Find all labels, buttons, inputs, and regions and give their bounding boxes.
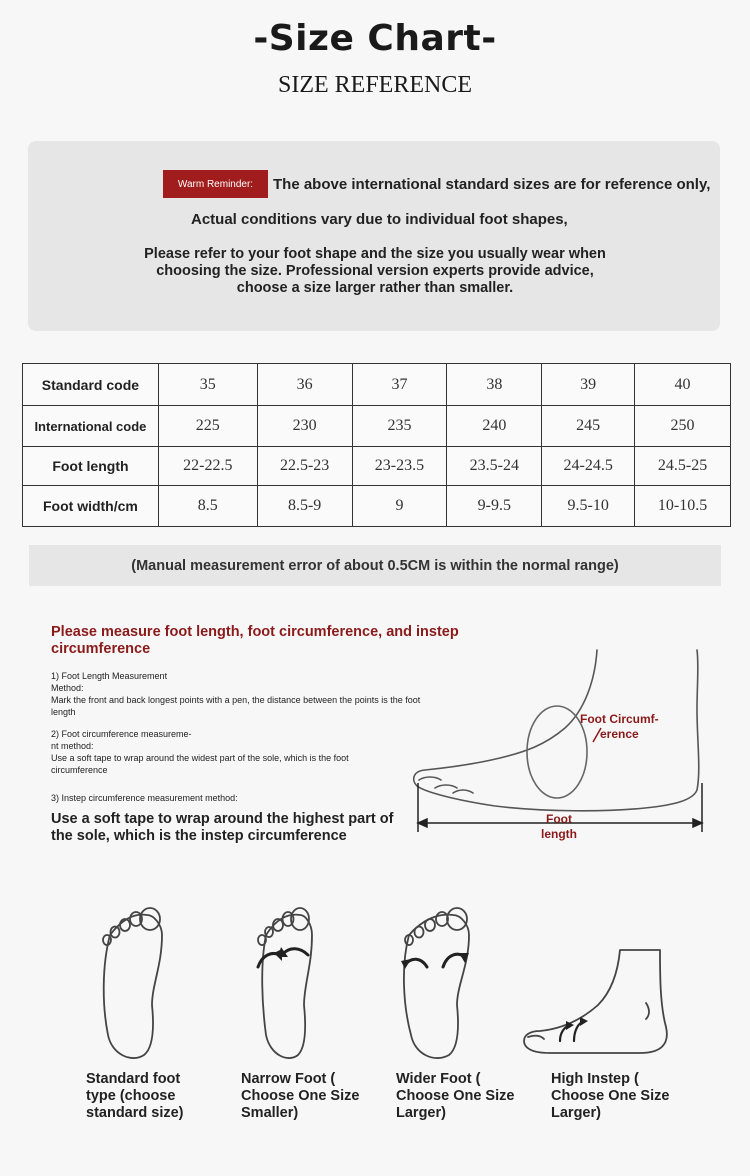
reminder-line-1: The above international standard sizes are for reference only, [273,176,711,193]
reminder-panel [28,141,720,331]
table-cell: 23-23.5 [352,447,447,486]
circumference-ellipse [527,706,587,798]
table-cell: 245 [542,406,635,447]
table-cell: 10-10.5 [635,486,731,527]
row-label: Foot width/cm [23,486,159,527]
measurement-error-note: (Manual measurement error of about 0.5CM is within the normal range) [29,545,721,586]
table-cell: 250 [635,406,731,447]
table-cell: 40 [635,364,731,406]
label-foot-length [541,812,577,842]
wider-foot-icon [395,905,475,1065]
foot-type-line: Choose One Size [396,1088,515,1104]
step1-desc-1: Mark the front and back longest points with a pen, the distance between the points is the foot [51,695,421,705]
table-cell: 9 [352,486,447,527]
table-cell: 235 [352,406,447,447]
foot-type-line: Choose One Size [551,1088,670,1104]
table-cell: 38 [447,364,542,406]
foot-type-line: Larger) [396,1105,446,1121]
foot-type-line: Smaller) [241,1105,299,1121]
measure-heading-line-1: Please measure foot length, foot circumference, and instep [51,624,459,640]
label-foot-circumference [580,712,659,742]
page-title: -Size Chart- [253,18,497,59]
reminder-line-5: choose a size larger rather than smaller. [236,280,514,296]
label-circ-line-2: erence [600,727,639,741]
foot-type-line: Standard foot [86,1071,181,1087]
step2-desc-1: Use a soft tape to wrap around the widest part of the sole, which is the foot [51,753,349,763]
foot-type-line: Wider Foot ( [396,1071,481,1087]
step1-title: 1) Foot Length Measurement [51,671,168,681]
foot-type-label [86,1071,216,1122]
foot-type-line: Larger) [551,1105,601,1121]
measure-heading-line-2: circumference [51,641,151,657]
table-cell: 8.5-9 [257,486,352,527]
reminder-line-2: Actual conditions vary due to individual foot shapes, [191,211,568,228]
table-cell: 39 [542,364,635,406]
high-instep-icon [520,945,675,1060]
warm-reminder-badge: Warm Reminder: [163,170,268,198]
narrow-arrow-right [284,949,308,955]
table-cell: 9-9.5 [447,486,542,527]
step3-title: 3) Instep circumference measurement method: [51,793,238,803]
size-table [22,363,731,527]
standard-foot-icon [92,905,172,1065]
step3-desc [51,811,401,845]
table-cell: 225 [158,406,257,447]
foot-type-label [396,1071,526,1122]
table-row [23,406,731,447]
foot-type-label [241,1071,371,1122]
foot-type-label [551,1071,681,1122]
foot-type-line: standard size) [86,1105,184,1121]
foot-type-line: High Instep ( [551,1071,639,1087]
narrow-foot-icon [248,905,328,1065]
step2-method: nt method: [51,741,94,751]
table-cell: 230 [257,406,352,447]
step3-desc-1: Use a soft tape to wrap around the highest part of [51,811,394,827]
table-cell: 24-24.5 [542,447,635,486]
table-cell: 37 [352,364,447,406]
row-label: International code [23,406,159,447]
table-cell: 36 [257,364,352,406]
reminder-line-3: Please refer to your foot shape and the size you usually wear when [144,246,606,262]
foot-measure-diagram [405,640,715,840]
table-cell: 35 [158,364,257,406]
table-cell: 240 [447,406,542,447]
table-cell: 22.5-23 [257,447,352,486]
table-cell: 24.5-25 [635,447,731,486]
label-circ-line-1: Foot Circumf- [580,712,659,726]
table-row [23,486,731,527]
table-cell: 8.5 [158,486,257,527]
page-subtitle: SIZE REFERENCE [277,72,472,98]
step3-desc-2: the sole, which is the instep circumference [51,828,347,844]
reminder-line-4: choosing the size. Professional version experts provide advice, [156,263,594,279]
step2-title: 2) Foot circumference measureme- [51,729,192,739]
table-cell: 23.5-24 [447,447,542,486]
row-label: Foot length [23,447,159,486]
label-len-line-1: Foot [546,812,572,826]
foot-type-line: Choose One Size [241,1088,360,1104]
table-cell: 9.5-10 [542,486,635,527]
length-right-arrowhead [693,819,702,827]
step1-desc-2: length [51,707,76,717]
table-cell: 22-22.5 [158,447,257,486]
step2-desc-2: circumference [51,765,108,775]
reminder-paragraph [0,246,750,297]
table-row [23,447,731,486]
row-label: Standard code [23,364,159,406]
foot-type-line: Narrow Foot ( [241,1071,336,1087]
foot-type-line: type (choose [86,1088,176,1104]
label-len-line-2: length [541,827,577,841]
step1-method: Method: [51,683,84,693]
table-row [23,364,731,406]
length-left-arrowhead [418,819,427,827]
